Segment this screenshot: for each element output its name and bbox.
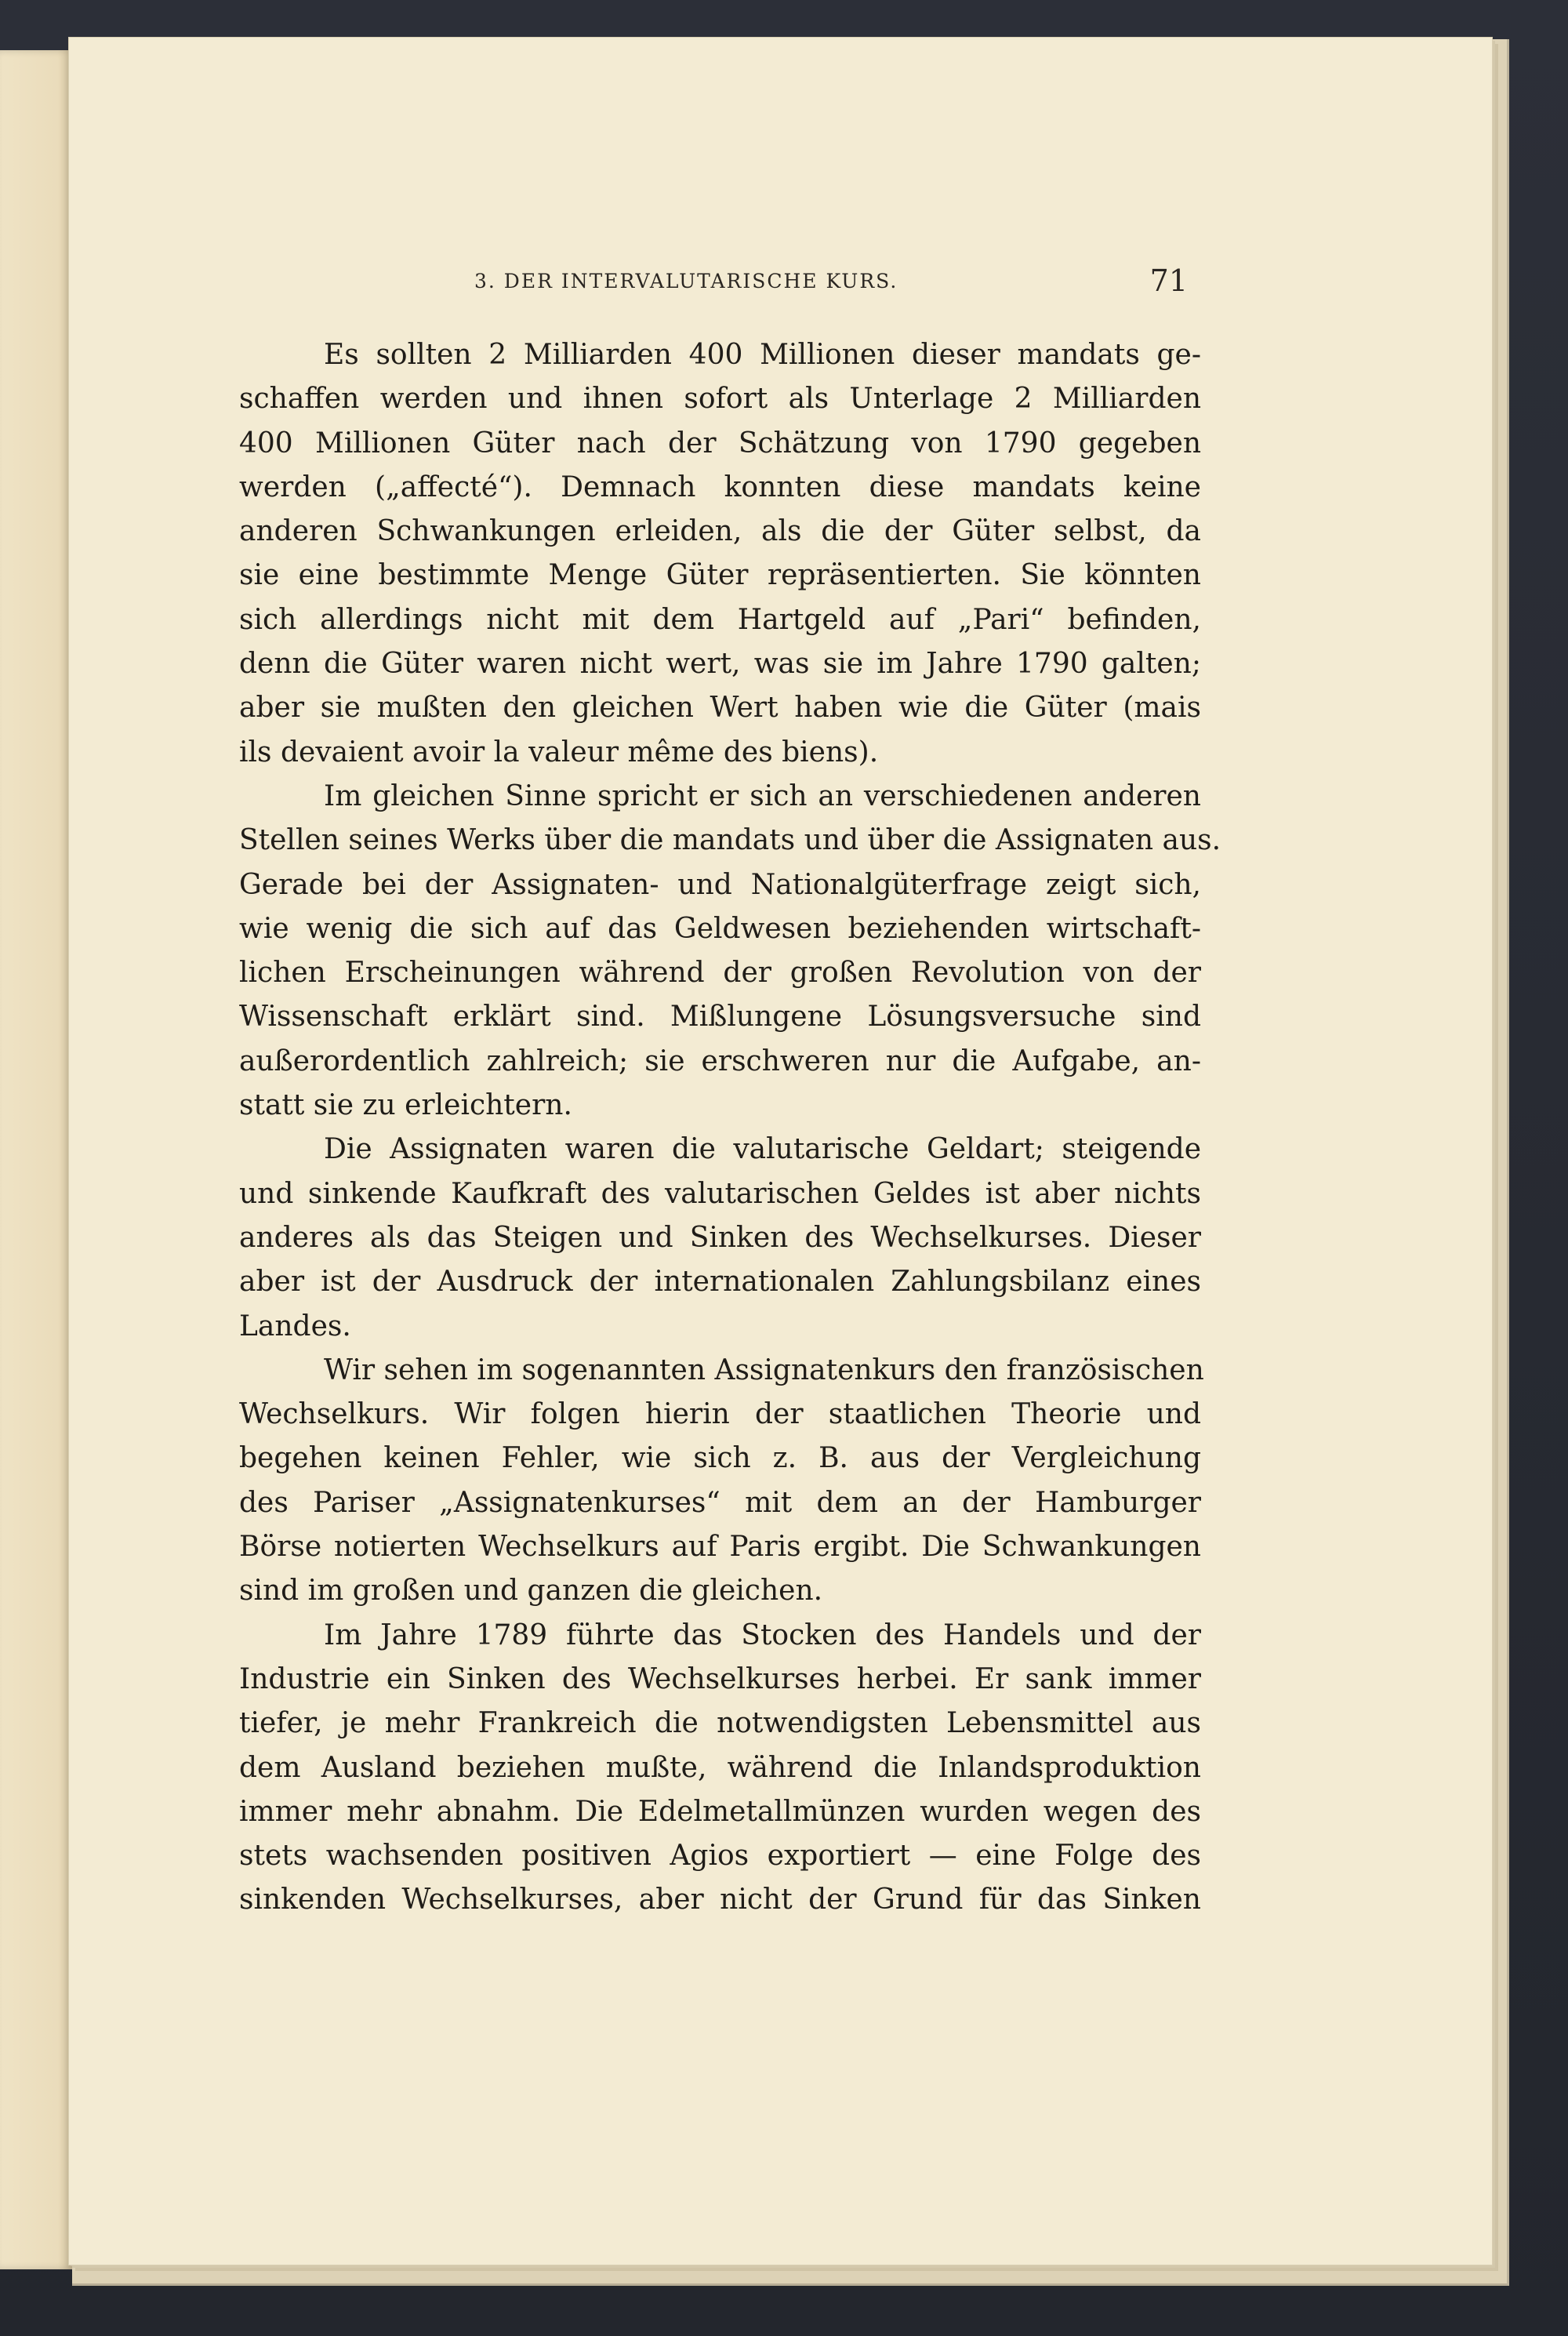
text-line: Wir sehen im sogenannten Assignatenkurs den französischen — [324, 1353, 1204, 1386]
text-line: Gerade bei der Assignaten- und Nationalgüterfrage zeigt sich, — [239, 868, 1201, 901]
running-title: 3. DER INTERVALUTARISCHE KURS. — [474, 270, 898, 292]
text-line: Es sollten 2 Milliarden 400 Millionen dieser mandats ge- — [324, 339, 1201, 371]
text-line: des Pariser „Assignatenkurses“ mit dem an der Hamburger — [239, 1486, 1201, 1519]
text-line: 400 Millionen Güter nach der Schätzung von 1790 gegeben — [239, 427, 1201, 460]
text-line: werden („affecté“). Demnach konnten diese mandats keine — [239, 470, 1201, 503]
text-line: sie eine bestimmte Menge Güter repräsentierten. Sie könnten — [239, 559, 1201, 592]
text-line: immer mehr abnahm. Die Edelmetallmünzen wurden wegen des — [239, 1795, 1201, 1828]
text-line: Stellen seines Werks über die mandats und über die Assignaten aus. — [239, 824, 1221, 857]
text-line: aber ist der Ausdruck der internationalen Zahlungsbilanz eines — [239, 1266, 1201, 1299]
text-line: ils devaient avoir la valeur même des biens). — [239, 736, 879, 768]
text-line: aber sie mußten den gleichen Wert haben wie die Güter (mais — [239, 692, 1201, 725]
text-line: anderes als das Steigen und Sinken des Wechselkurses. Dieser — [239, 1221, 1201, 1254]
text-line: denn die Güter waren nicht wert, was sie im Jahre 1790 galten; — [239, 648, 1201, 681]
text-line: anderen Schwankungen erleiden, als die der Güter selbst, da — [239, 515, 1201, 548]
text-line: Die Assignaten waren die valutarische Geldart; steigende — [324, 1133, 1201, 1166]
text-line: außerordentlich zahlreich; sie erschweren nur die Aufgabe, an- — [239, 1044, 1201, 1077]
text-line: stets wachsenden positiven Agios exportiert — eine Folge des — [239, 1840, 1201, 1873]
text-line: lichen Erscheinungen während der großen Revolution von der — [239, 957, 1201, 990]
text-line: schaffen werden und ihnen sofort als Unterlage 2 Milliarden — [239, 383, 1201, 416]
text-line: Wechselkurs. Wir folgen hierin der staatlichen Theorie und — [239, 1398, 1201, 1431]
text-line: Börse notierten Wechselkurs auf Paris ergibt. Die Schwankungen — [239, 1531, 1201, 1564]
text-line: statt sie zu erleichtern. — [239, 1089, 572, 1122]
text-line: wie wenig die sich auf das Geldwesen beziehenden wirtschaft- — [239, 912, 1201, 945]
text-line: sich allerdings nicht mit dem Hartgeld auf „Pari“ befinden, — [239, 603, 1201, 636]
page-number: 71 — [1149, 263, 1188, 298]
running-head — [239, 263, 1188, 303]
text-line: Industrie ein Sinken des Wechselkurses herbei. Er sank immer — [239, 1662, 1201, 1695]
text-line: Im Jahre 1789 führte das Stocken des Handels und der — [324, 1618, 1201, 1651]
text-line: begehen keinen Fehler, wie sich z. B. aus der Vergleichung — [239, 1442, 1201, 1475]
text-line: sind im großen und ganzen die gleichen. — [239, 1575, 823, 1608]
body-text — [239, 333, 1221, 1923]
text-line: und sinkende Kaufkraft des valutarischen Geldes ist aber nichts — [239, 1177, 1201, 1210]
text-line: Im gleichen Sinne spricht er sich an verschiedenen anderen — [324, 779, 1201, 812]
text-line: sinkenden Wechselkurses, aber nicht der Grund für das Sinken — [239, 1884, 1201, 1916]
facing-page-edge — [0, 50, 72, 2269]
text-line: tiefer, je mehr Frankreich die notwendigsten Lebensmittel aus — [239, 1707, 1201, 1740]
text-line: Landes. — [239, 1310, 351, 1342]
text-line: dem Ausland beziehen mußte, während die Inlandsproduktion — [239, 1751, 1201, 1784]
text-line: Wissenschaft erklärt sind. Mißlungene Lösungsversuche sind — [239, 1001, 1201, 1034]
